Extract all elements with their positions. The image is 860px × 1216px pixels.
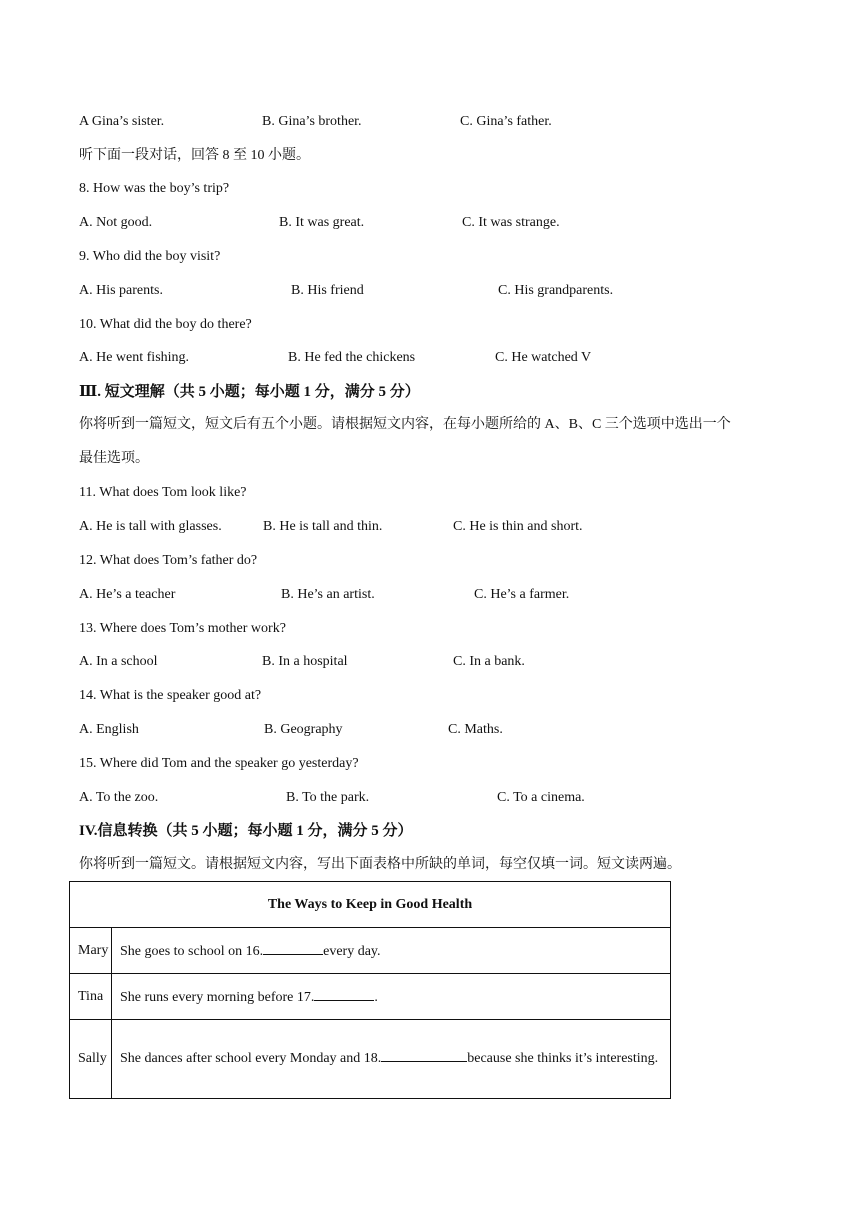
info-table (69, 881, 671, 1099)
q9-option-c: C. His grandparents. (498, 283, 614, 298)
table-title-row (70, 882, 671, 928)
question-14: 14. What is the speaker good at? (79, 688, 262, 703)
q10-option-b: B. He fed the chickens (288, 350, 416, 365)
q11-option-b: B. He is tall and thin. (263, 519, 383, 534)
blank-17[interactable] (314, 987, 374, 1001)
table-row (70, 1020, 671, 1099)
q9-option-b: B. His friend (291, 283, 364, 298)
q15-option-a: A. To the zoo. (79, 790, 159, 805)
question-11: 11. What does Tom look like? (79, 485, 247, 500)
q12-option-b: B. He’s an artist. (281, 587, 375, 602)
q14-option-c: C. Maths. (448, 722, 503, 737)
section-3-instruction-2: 最佳选项。 (79, 451, 149, 466)
table-row (70, 974, 671, 1020)
dialogue-instruction: 听下面一段对话，回答 8 至 10 小题。 (79, 148, 310, 163)
section-4-heading: IV.信息转换（共 5 小题；每小题 1 分，满分 5 分） (79, 823, 413, 839)
q7-option-a: A Gina’s sister. (79, 114, 165, 129)
row-name-tina: Tina (70, 974, 112, 1020)
row-text-sally (112, 1020, 671, 1099)
q15-option-c: C. To a cinema. (497, 790, 585, 805)
section-3-heading: Ⅲ. 短文理解（共 5 小题；每小题 1 分，满分 5 分） (79, 384, 420, 400)
section-4-instruction: 你将听到一篇短文。请根据短文内容，写出下面表格中所缺的单词，每空仅填一词。短文读两遍。 (79, 857, 681, 872)
q11-option-c: C. He is thin and short. (453, 519, 583, 534)
row-name-sally: Sally (70, 1020, 112, 1099)
q7-option-c: C. Gina’s father. (460, 114, 552, 129)
blank-18[interactable] (381, 1048, 467, 1062)
question-13: 13. Where does Tom’s mother work? (79, 621, 286, 636)
q10-option-c: C. He watched V (495, 350, 592, 365)
q14-option-a: A. English (79, 722, 139, 737)
row-text-tina (112, 974, 671, 1020)
question-10: 10. What did the boy do there? (79, 317, 252, 332)
table-row (70, 928, 671, 974)
q13-option-c: C. In a bank. (453, 654, 525, 669)
text-before-blank-16: She goes to school on 16. (120, 944, 264, 959)
table-title: The Ways to Keep in Good Health (70, 882, 671, 928)
text-before-blank-18: She dances after school every Monday and 18. (120, 1051, 382, 1066)
q8-option-a: A. Not good. (79, 215, 153, 230)
q14-option-b: B. Geography (264, 722, 343, 737)
q15-option-b: B. To the park. (286, 790, 370, 805)
question-12: 12. What does Tom’s father do? (79, 553, 258, 568)
q7-option-b: B. Gina’s brother. (262, 114, 362, 129)
q11-option-a: A. He is tall with glasses. (79, 519, 222, 534)
text-after-blank-18: because she thinks it’s interesting. (467, 1051, 659, 1066)
q13-option-b: B. In a hospital (262, 654, 348, 669)
q8-option-c: C. It was strange. (462, 215, 560, 230)
question-9: 9. Who did the boy visit? (79, 249, 221, 264)
question-8: 8. How was the boy’s trip? (79, 181, 230, 196)
row-text-mary (112, 928, 671, 974)
q9-option-a: A. His parents. (79, 283, 163, 298)
q12-option-c: C. He’s a farmer. (474, 587, 570, 602)
q13-option-a: A. In a school (79, 654, 158, 669)
blank-16[interactable] (263, 941, 323, 955)
text-after-blank-16: every day. (323, 944, 381, 959)
q8-option-b: B. It was great. (279, 215, 365, 230)
section-3-instruction-1: 你将听到一篇短文，短文后有五个小题。请根据短文内容，在每小题所给的 A、B、C 三个选项中选出一个 (79, 417, 731, 432)
q10-option-a: A. He went fishing. (79, 350, 190, 365)
row-name-mary: Mary (70, 928, 112, 974)
text-after-blank-17: . (374, 990, 378, 1005)
q12-option-a: A. He’s a teacher (79, 587, 176, 602)
text-before-blank-17: She runs every morning before 17. (120, 990, 315, 1005)
question-15: 15. Where did Tom and the speaker go yesterday? (79, 756, 359, 771)
